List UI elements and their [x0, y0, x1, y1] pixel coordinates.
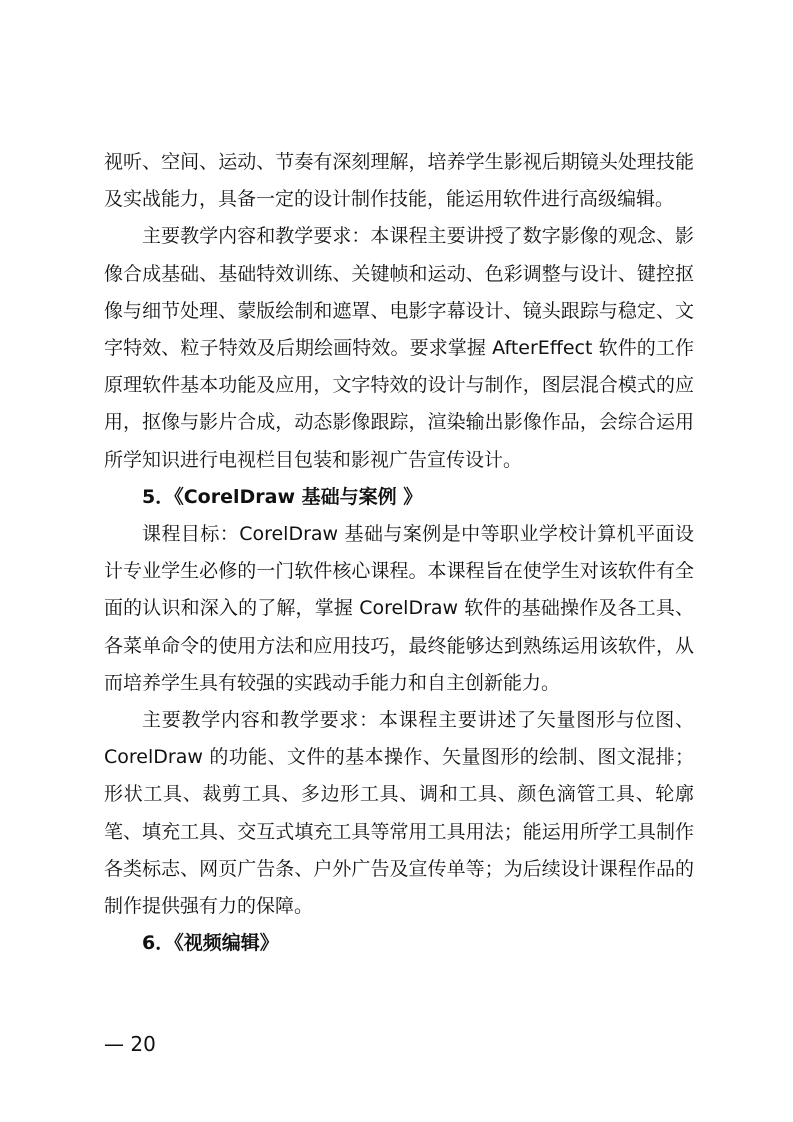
page-number: — 20 [104, 1032, 156, 1056]
section-heading-coreldraw: 5．《CorelDraw 基础与案例 》 [142, 485, 423, 508]
paragraph-course-goal-coreldraw: 课程目标：CorelDraw 基础与案例是中等职业学校计算机平面设计专业学生必修的一门软件核心课程。本课程旨在使学生对该软件有全面的认识和深入的了解，掌握 CorelDraw 软件的基础操作及各工具、各菜单命令的使用方法和应用技巧，最终能够达到熟练运用该软件，从而培养学生具有较强的实践动手能力和自主创新能力。 [104, 523, 694, 694]
paragraph-teaching-content-ae: 主要教学内容和教学要求：本课程主要讲授了数字影像的观念、影像合成基础、基础特效训练、关键帧和运动、色彩调整与设计、键控抠像与细节处理、蒙版绘制和遮罩、电影字幕设计、镜头跟踪与稳定、文字特效、粒子特效及后期绘画特效。要求掌握 AfterEffect 软件的工作原理软件基本功能及应用，文字特效的设计与制作，图层混合模式的应用，抠像与影片合成，动态影像跟踪，渲染输出影像作品，会综合运用所学知识进行电视栏目包装和影视广告宣传设计。 [104, 225, 694, 471]
paragraph-teaching-content-coreldraw: 主要教学内容和教学要求：本课程主要讲述了矢量图形与位图、CorelDraw 的功能、文件的基本操作、矢量图形的绘制、图文混排；形状工具、裁剪工具、多边形工具、调和工具、颜色滴管工具、轮廓笔、填充工具、交互式填充工具等常用工具用法；能运用所学工具制作各类标志、网页广告条、户外广告及宣传单等；为后续设计课程作品的制作提供强有力的保障。 [104, 709, 694, 918]
paragraph-continuation: 视听、空间、运动、节奏有深刻理解，培养学生影视后期镜头处理技能及实战能力，具备一定的设计制作技能，能运用软件进行高级编辑。 [104, 151, 694, 211]
section-heading-video-editing: 6．《视频编辑》 [142, 932, 279, 955]
document-body [104, 144, 694, 962]
